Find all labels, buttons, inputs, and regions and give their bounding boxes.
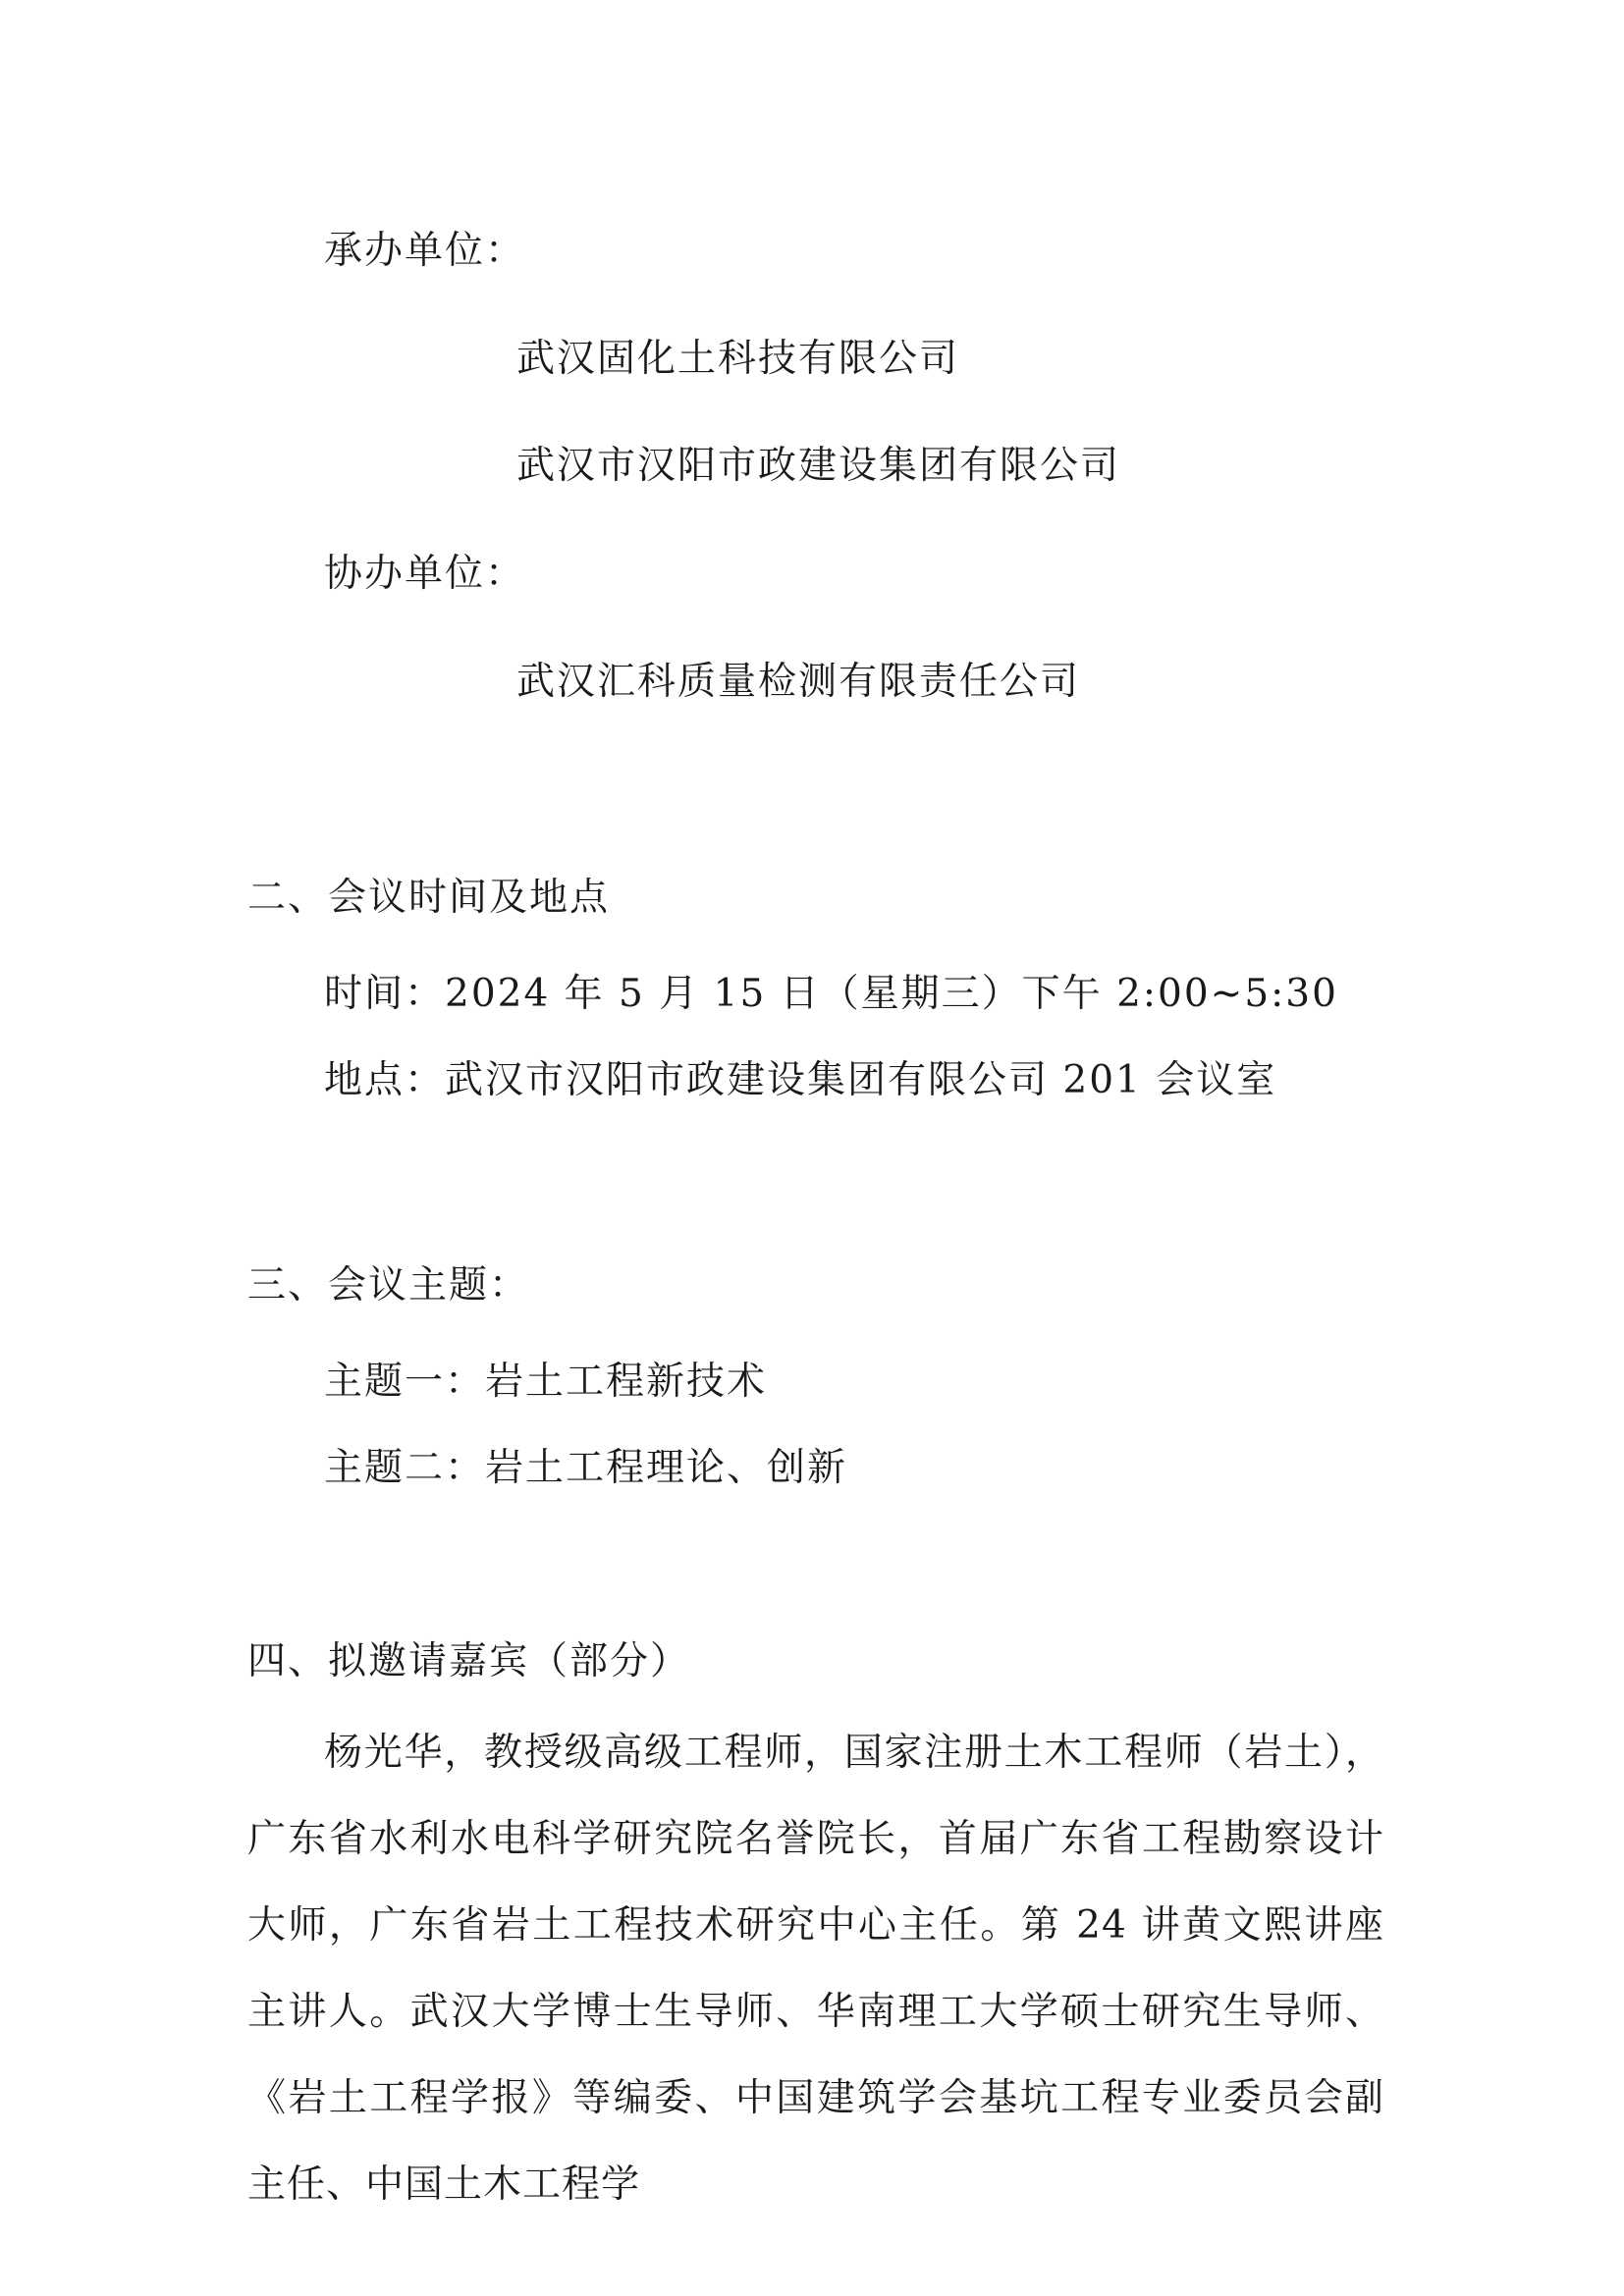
section-4-heading: 四、拟邀请嘉宾（部分） (247, 1639, 691, 1683)
meeting-time: 时间：2024 年 5 月 15 日（星期三）下午 2:00~5:30 (324, 972, 1338, 1016)
host-units-label: 承办单位： (324, 229, 526, 273)
topic-2: 主题二：岩土工程理论、创新 (324, 1446, 848, 1490)
co-units-label: 协办单位： (324, 552, 526, 596)
co-org-1: 武汉汇科质量检测有限责任公司 (516, 660, 1081, 704)
meeting-place: 地点：武汉市汉阳市政建设集团有限公司 201 会议室 (324, 1058, 1277, 1102)
guest-bio-paragraph: 杨光华，教授级高级工程师，国家注册土木工程师（岩土），广东省水利水电科学研究院名誉院长，首届广东省工程勘察设计大师，广东省岩土工程技术研究中心主任。第 24 讲黄文熙讲座主讲人。武汉大学博士生导师、华南理工大学硕士研究生导师、《岩土工程学报》等编委、中国建筑学会基坑工程专业委员会副主任、中国土木工程学 (247, 1731, 1384, 2207)
section-3-heading: 三、会议主题： (247, 1263, 530, 1308)
topic-1: 主题一：岩土工程新技术 (324, 1360, 768, 1404)
host-org-2: 武汉市汉阳市政建设集团有限公司 (516, 444, 1121, 488)
host-org-1: 武汉固化土科技有限公司 (516, 337, 960, 381)
section-2-heading: 二、会议时间及地点 (247, 876, 611, 920)
